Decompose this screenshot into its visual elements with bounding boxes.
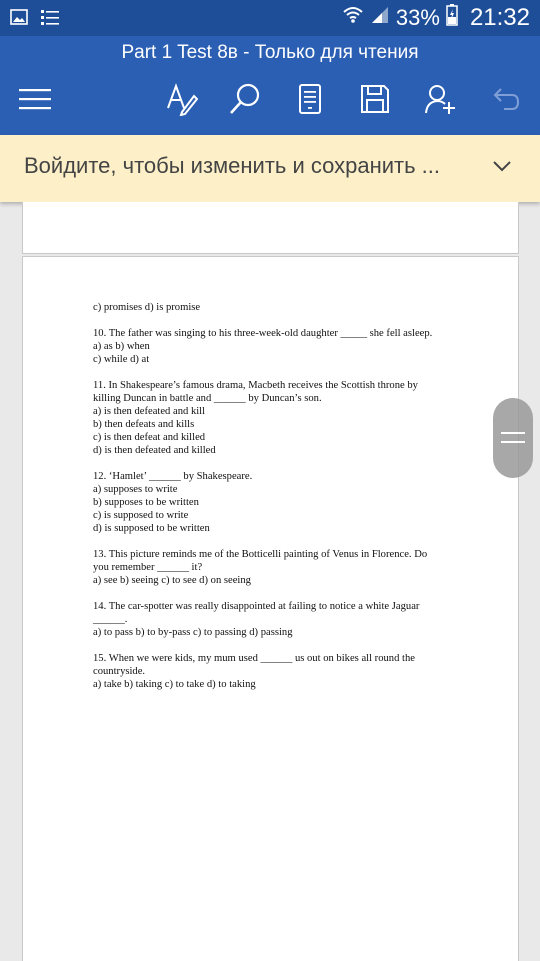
checklist-icon xyxy=(40,8,60,31)
question-text: killing Duncan in battle and ______ by Duncan’s son. xyxy=(93,393,322,404)
sign-in-message: Войдите, чтобы изменить и сохранить ... xyxy=(24,153,441,178)
question-text: 10. The father was singing to his three-week-old daughter _____ she fell asleep. xyxy=(93,328,433,339)
question-15 xyxy=(93,652,473,691)
previous-page xyxy=(22,202,519,254)
sign-in-banner[interactable] xyxy=(0,135,540,202)
answer-option: a) is then defeated and kill xyxy=(93,406,206,417)
question-text: 14. The car-spotter was really disappointed at failing to notice a white Jaguar xyxy=(93,601,420,612)
menu-button[interactable] xyxy=(15,81,55,121)
undo-button[interactable] xyxy=(485,81,525,121)
document-title: Part 1 Test 8в - Только для чтения xyxy=(121,42,419,63)
answer-option: b) then defeats and kills xyxy=(93,419,195,430)
answer-options-line: c) promises d) is promise xyxy=(93,302,201,313)
edit-pen-icon xyxy=(164,82,198,121)
answer-option: c) is supposed to write xyxy=(93,510,189,521)
wifi-icon xyxy=(342,5,364,31)
document-page xyxy=(22,256,519,961)
reading-view-button[interactable] xyxy=(290,81,330,121)
question-text: 13. This picture reminds me of the Botticelli painting of Venus in Florence. Do xyxy=(93,549,428,560)
question-text: 12. ‘Hamlet’ ______ by Shakespeare. xyxy=(93,471,253,482)
answer-options: c) while d) at xyxy=(93,354,150,365)
signal-icon xyxy=(370,5,390,31)
answer-options: a) to pass b) to by-pass c) to passing d) passing xyxy=(93,627,293,638)
answer-options: a) as b) when xyxy=(93,341,150,352)
answer-option: d) is then defeated and killed xyxy=(93,445,216,456)
battery-percent: 33% xyxy=(395,5,440,30)
battery-icon xyxy=(446,4,458,32)
question-12 xyxy=(93,470,473,535)
fast-scroll-handle[interactable] xyxy=(493,398,533,478)
question-text: ______. xyxy=(93,614,128,625)
question-text: countryside. xyxy=(93,666,146,677)
answer-option: a) supposes to write xyxy=(93,484,178,495)
share-button[interactable] xyxy=(420,81,460,121)
undo-icon xyxy=(490,85,520,118)
question-10 xyxy=(93,327,473,366)
answer-option: d) is supposed to be written xyxy=(93,523,210,534)
answer-options: a) take b) taking c) to take d) to taking xyxy=(93,679,256,690)
chevron-down-icon[interactable] xyxy=(492,159,512,177)
app-bar xyxy=(0,36,540,135)
save-icon xyxy=(360,84,390,119)
menu-icon xyxy=(19,88,51,115)
share-person-icon xyxy=(424,83,456,120)
save-button[interactable] xyxy=(355,81,395,121)
search-icon xyxy=(228,82,262,121)
clock: 21:32 xyxy=(469,4,530,31)
question-text: 15. When we were kids, my mum used ______ us out on bikes all round the xyxy=(93,653,415,664)
search-button[interactable] xyxy=(225,81,265,121)
question-text: you remember ______ it? xyxy=(93,562,203,573)
edit-button[interactable] xyxy=(161,81,201,121)
answer-option: c) is then defeat and killed xyxy=(93,432,206,443)
question-text: 11. In Shakespeare’s famous drama, Macbeth receives the Scottish throne by xyxy=(93,380,418,391)
question-14 xyxy=(93,600,473,639)
answer-option: b) supposes to be written xyxy=(93,497,199,508)
image-icon xyxy=(10,9,28,30)
document-body xyxy=(93,301,473,691)
reading-view-icon xyxy=(298,83,322,120)
status-bar xyxy=(0,0,540,36)
question-11 xyxy=(93,379,473,457)
answer-options: a) see b) seeing c) to see d) on seeing xyxy=(93,575,251,586)
question-13 xyxy=(93,548,473,587)
